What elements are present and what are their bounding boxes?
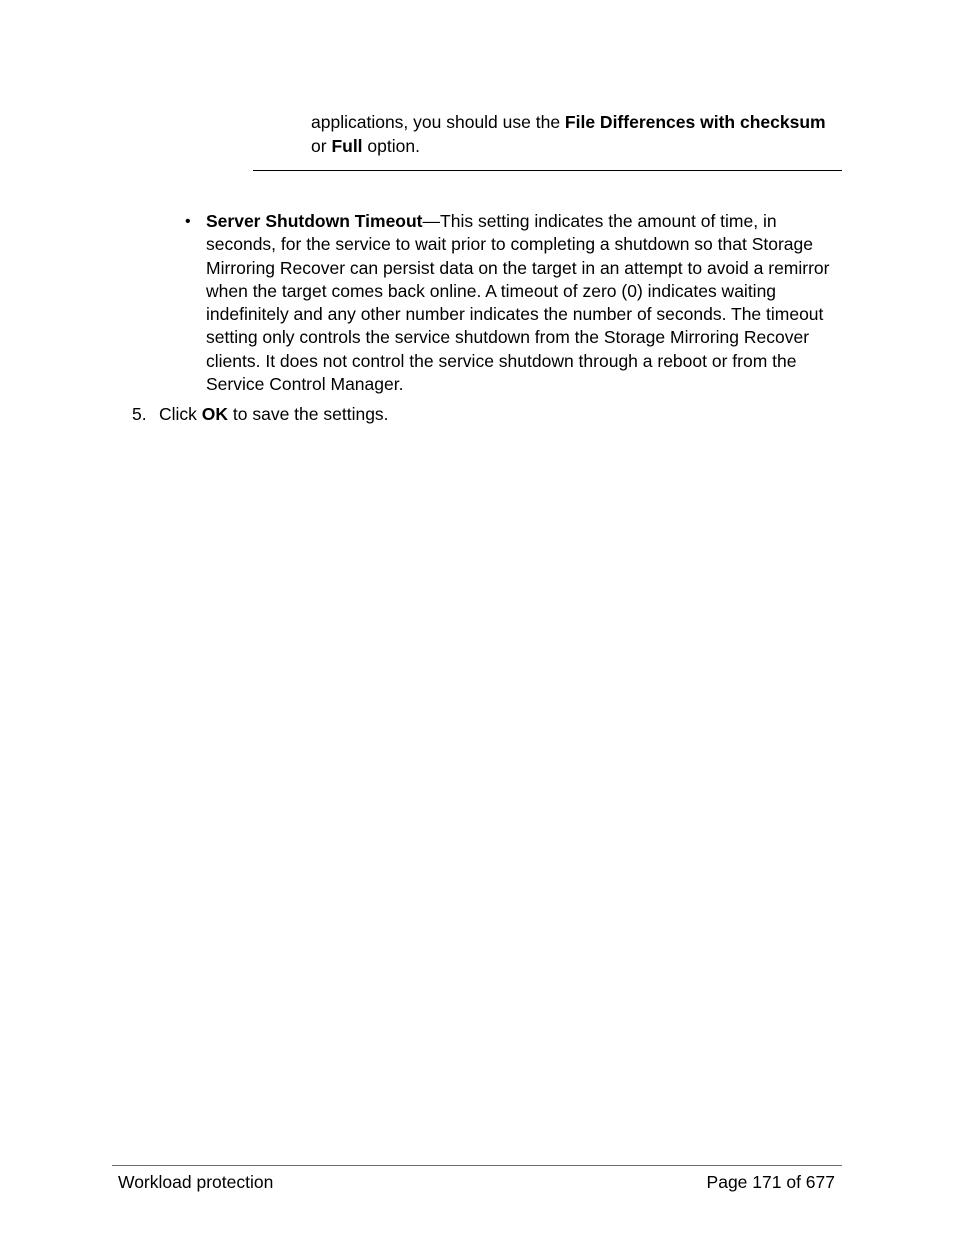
step-text-1: Click [159,404,202,424]
bullet-term: Server Shutdown Timeout [206,211,423,231]
note-bold-2: Full [331,135,363,156]
footer-page-number: Page 171 of 677 [706,1172,835,1192]
bullet-description: —This setting indicates the amount of time, in seconds, for the service to wait prior to completing a shutdown so that Storage Mirroring Recover can persist data on the target in an attempt to avoid a remirror when the target comes back online. A timeout of zero (0) indicates waiting indefinitely and any other number indicates the number of seconds. The timeout setting only controls the service shutdown from the Storage Mirroring Recover clients. It does not control the service shutdown through a reboot or from the Service Control Manager. [206,211,830,395]
note-text-3: option. [362,135,420,156]
step-number: 5. [132,404,147,424]
note-bold-1: File Differences with checksum [564,112,826,132]
footer-divider [112,1165,842,1166]
step-instruction [159,403,389,426]
footer-section-title: Workload protection [118,1172,274,1192]
bullet-marker: • [185,213,191,230]
note-text-2: or [311,135,332,156]
step-bold-ok: OK [201,404,229,424]
note-text-1: applications, you should use the [311,112,565,132]
bullet-item-server-shutdown-timeout [206,210,831,396]
note-divider [253,170,842,171]
step-text-2: to save the settings. [228,404,389,424]
note-paragraph [311,111,831,158]
